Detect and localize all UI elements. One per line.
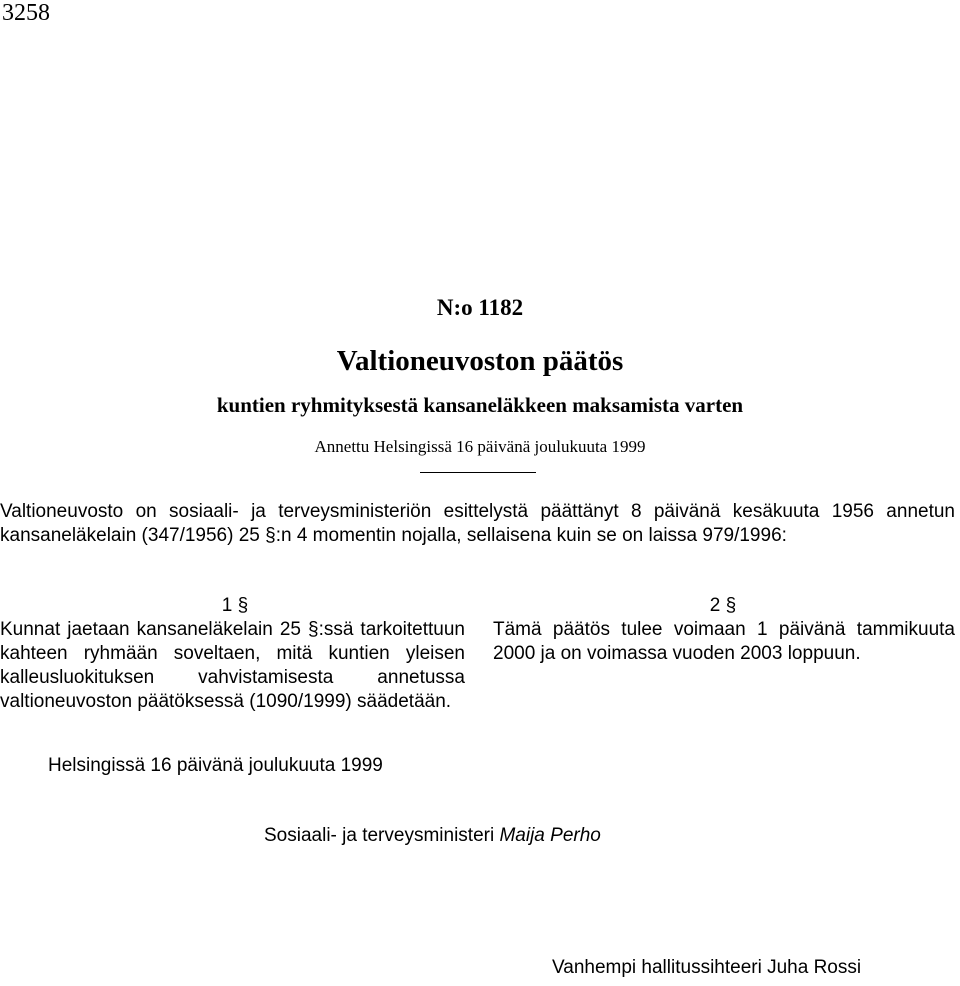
document-subtitle: kuntien ryhmityksestä kansaneläkkeen maksamista varten xyxy=(216,393,744,417)
title-divider xyxy=(420,472,536,473)
document-title: Valtioneuvoston päätös xyxy=(336,345,624,377)
section-2-text: Tämä päätös tulee voimaan 1 päivänä tammikuuta 2000 ja on voimassa vuoden 2003 loppuun. xyxy=(493,619,955,664)
section-2-number: 2 § xyxy=(709,595,737,616)
section-1-text: Kunnat jaetaan kansaneläkelain 25 §:ssä tarkoitettuun kahteen ryhmään soveltaen, mitä kuntien yleisen kalleusluokituksen vahvistamisesta annetussa valtioneuvoston päätöksessä (1090/1999) säädetään. xyxy=(0,619,465,712)
minister-name: Maija Perho xyxy=(499,825,601,846)
minister-signature xyxy=(264,824,601,848)
issued-line: Annettu Helsingissä 16 päivänä joulukuuta 1999 xyxy=(314,437,646,456)
document-number: N:o 1182 xyxy=(436,295,524,320)
section-1-number: 1 § xyxy=(221,595,249,616)
minister-title: Sosiaali- ja terveysministeri xyxy=(264,825,495,846)
preamble-paragraph: Valtioneuvosto on sosiaali- ja terveysministeriön esittelystä päättänyt 8 päivänä kesäkuuta 1956 annetun kansaneläkelain (347/1956) 25 §:n 4 momentin nojalla, sellaisena kuin se on laissa 979/1996: xyxy=(0,501,955,546)
page-number: 3258 xyxy=(2,0,50,26)
signing-place-date: Helsingissä 16 päivänä joulukuuta 1999 xyxy=(48,755,383,776)
secretary-signature: Vanhempi hallitussihteeri Juha Rossi xyxy=(552,957,862,978)
